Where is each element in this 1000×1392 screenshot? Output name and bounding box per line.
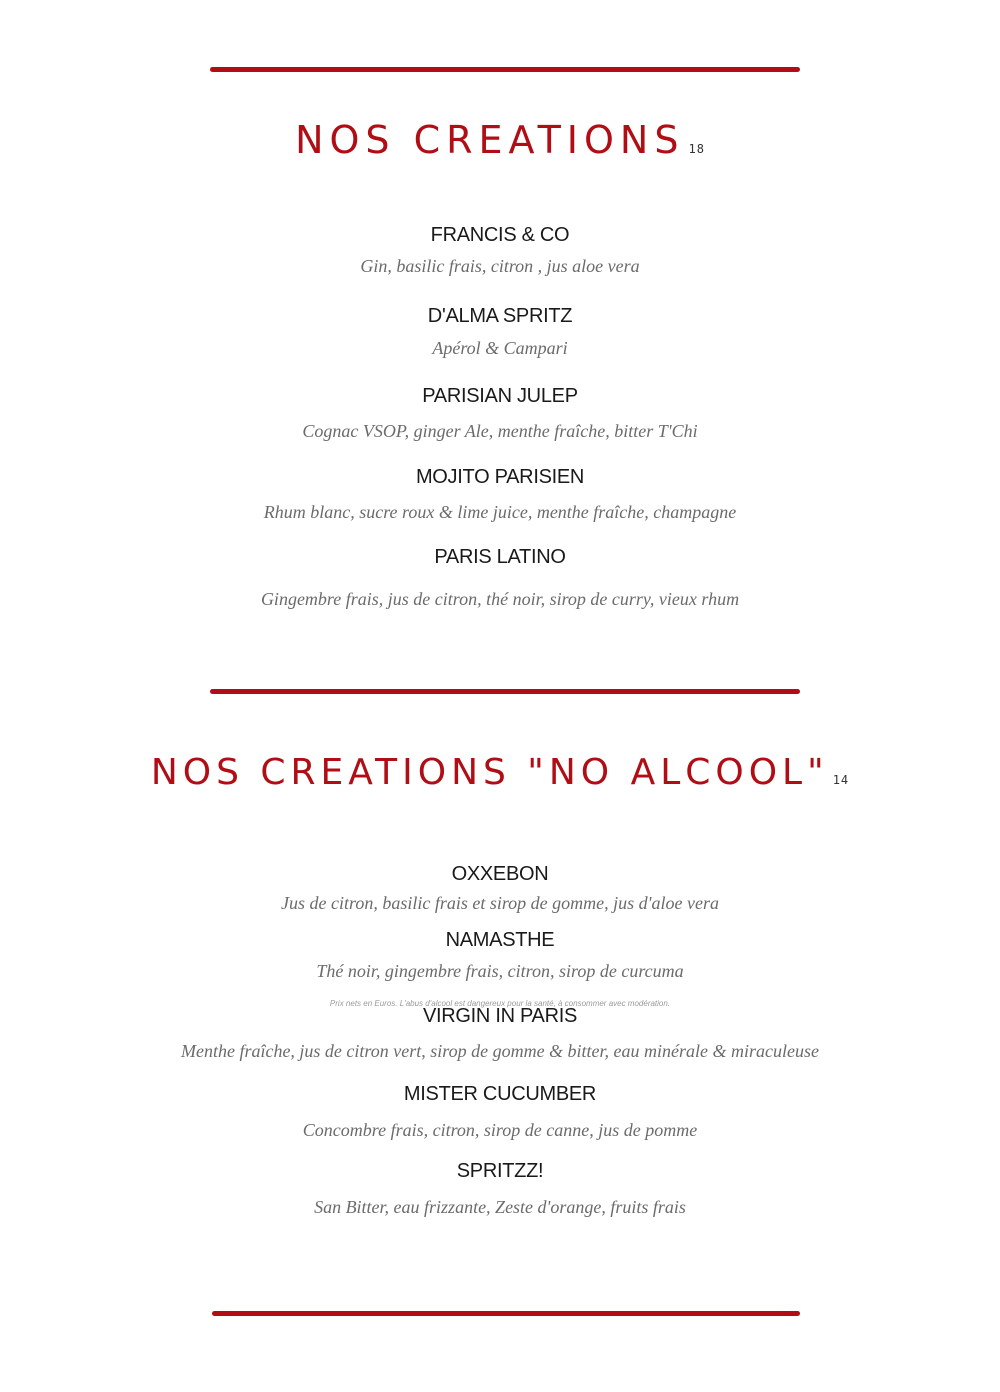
menu-item-name: PARISIAN JULEP bbox=[422, 385, 578, 407]
menu-item-name: SPRITZZ! bbox=[456, 1160, 544, 1182]
section-price: 18 bbox=[688, 142, 705, 156]
section-price: 14 bbox=[832, 773, 850, 787]
menu-item-name: NAMASTHE bbox=[445, 929, 555, 951]
menu-item-description: Concombre frais, citron, sirop de canne, jus de pomme bbox=[302, 1120, 698, 1140]
top-divider bbox=[210, 67, 800, 72]
menu-item-description: Gingembre frais, jus de citron, thé noir, sirop de curry, vieux rhum bbox=[260, 589, 740, 609]
section-title-text: NOS CREATIONS bbox=[295, 118, 685, 162]
menu-item-description: Rhum blanc, sucre roux & lime juice, menthe fraîche, champagne bbox=[263, 502, 737, 522]
menu-item-name: MOJITO PARISIEN bbox=[415, 466, 585, 488]
bottom-divider bbox=[212, 1311, 800, 1316]
menu-item-description: Gin, basilic frais, citron , jus aloe vera bbox=[360, 256, 640, 276]
menu-item-description: San Bitter, eau frizzante, Zeste d'orange, fruits frais bbox=[314, 1197, 686, 1217]
middle-divider bbox=[210, 689, 800, 694]
menu-item-description: Apérol & Campari bbox=[432, 338, 568, 358]
menu-item-name: FRANCIS & CO bbox=[430, 224, 570, 246]
section-title-creations bbox=[0, 118, 1000, 162]
menu-item-name: OXXEBON bbox=[451, 863, 549, 885]
menu-item-description: Jus de citron, basilic frais et sirop de gomme, jus d'aloe vera bbox=[281, 893, 719, 913]
menu-item-description: Menthe fraîche, jus de citron vert, sirop de gomme & bitter, eau minérale & miraculeuse bbox=[180, 1041, 820, 1061]
menu-item-description: Cognac VSOP, ginger Ale, menthe fraîche, bitter T'Chi bbox=[302, 421, 698, 441]
legal-notice: Prix nets en Euros. L'abus d'alcool est dangereux pour la santé, à consommer avec modération. bbox=[329, 999, 671, 1008]
section-title-text: NOS CREATIONS "NO ALCOOL" bbox=[150, 752, 829, 793]
menu-item-name: MISTER CUCUMBER bbox=[403, 1083, 597, 1105]
menu-item-description: Thé noir, gingembre frais, citron, sirop de curcuma bbox=[316, 961, 684, 981]
menu-item-name: D'ALMA SPRITZ bbox=[427, 305, 573, 327]
menu-item-name: PARIS LATINO bbox=[434, 546, 566, 568]
menu-item-name: VIRGIN IN PARIS bbox=[422, 1005, 578, 1027]
section-title-no-alcool bbox=[0, 752, 1000, 793]
